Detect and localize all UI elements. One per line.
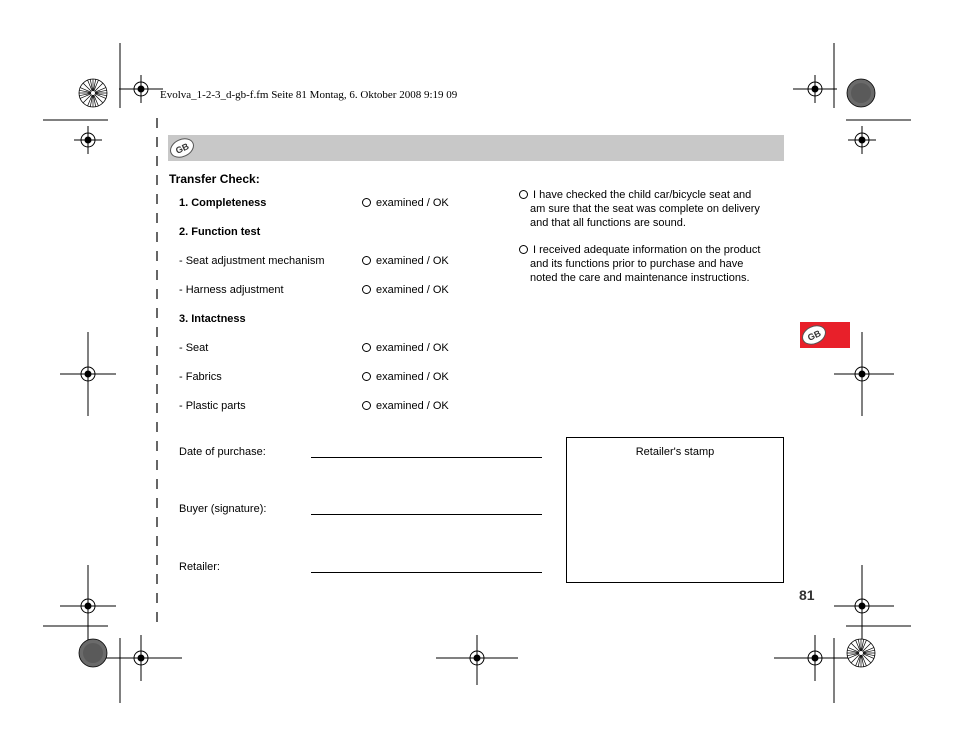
completeness-heading: 1. Completeness [179,197,267,209]
harness-adjust-label: - Harness adjustment [179,284,284,296]
statement-information[interactable]: I received adequate information on the product and its functions prior to purchase and have noted the care and maintenance instructions. [519,243,781,285]
file-header: Evolva_1-2-3_d-gb-f.fm Seite 81 Montag, 6. Oktober 2008 9:19 09 [160,89,458,101]
intactness-heading: 3. Intactness [179,313,246,325]
gray-dot-mark-icon [846,78,876,108]
registration-mark-icon [100,635,182,681]
registration-mark-icon [834,332,894,416]
fabrics-label: - Fabrics [179,371,222,383]
registration-mark-icon [790,74,840,104]
plastic-label: - Plastic parts [179,400,246,412]
starburst-mark-icon [78,78,108,108]
registration-mark-icon [73,125,103,155]
gray-dot-mark-icon [78,638,108,668]
completeness-check[interactable]: examined / OK [362,197,449,209]
registration-mark-icon [436,635,518,685]
seat-adjust-check[interactable]: examined / OK [362,255,449,267]
seat-adjust-label: - Seat adjustment mechanism [179,255,325,267]
buyer-signature-label: Buyer (signature): [179,503,267,515]
date-of-purchase-label: Date of purchase: [179,446,266,458]
harness-adjust-check[interactable]: examined / OK [362,284,449,296]
seat-label: - Seat [179,342,209,354]
retailer-stamp-label: Retailer's stamp [635,446,715,458]
seat-check[interactable]: examined / OK [362,342,449,354]
page-title: Transfer Check: [169,172,260,186]
retailer-label: Retailer: [179,561,220,573]
registration-mark-icon [774,635,856,681]
side-gb-badge-text: GB [805,328,823,343]
plastic-check[interactable]: examined / OK [362,400,449,412]
page-number: 81 [799,587,815,603]
registration-mark-icon [60,332,116,416]
function-test-heading: 2. Function test [179,226,261,238]
fabrics-check[interactable]: examined / OK [362,371,449,383]
registration-mark-icon [847,125,877,155]
starburst-mark-icon [846,638,876,668]
statement-delivery[interactable]: I have checked the child car/bicycle seat and am sure that the seat was complete on delivery and that all functions are sound. [519,188,781,230]
gb-badge-text: GB [173,141,191,156]
registration-mark-icon [116,74,166,104]
